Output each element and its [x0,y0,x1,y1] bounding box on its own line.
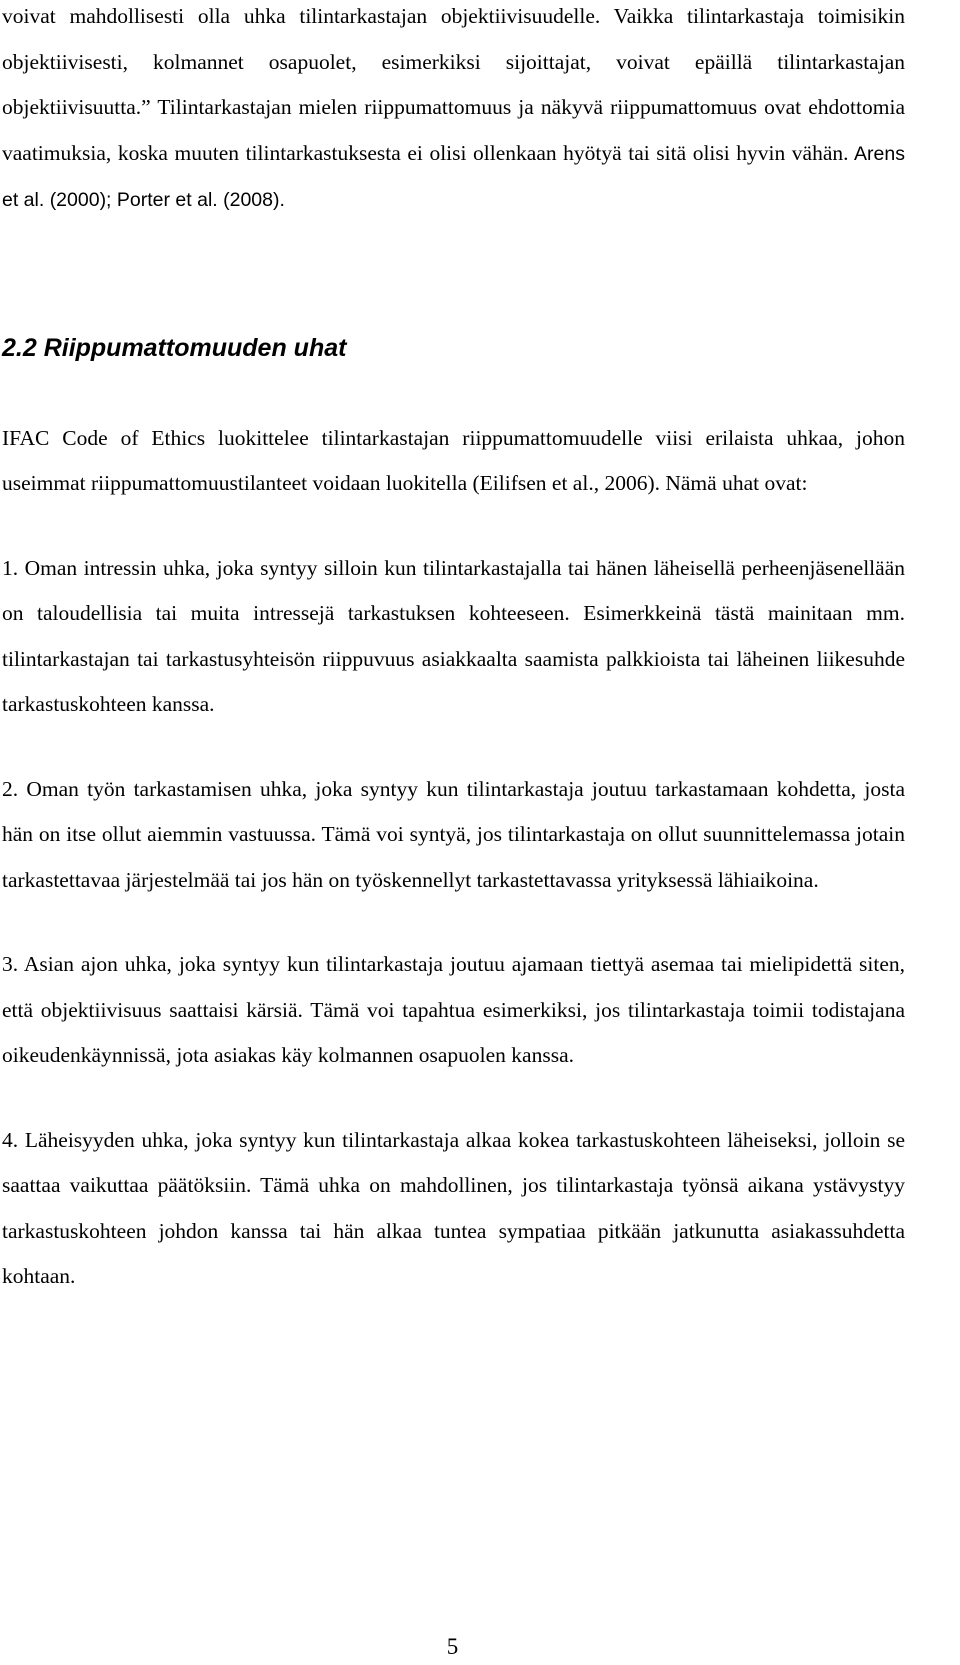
threat-item-3: 3. Asian ajon uhka, joka syntyy kun tilintarkastaja joutuu ajamaan tiettyä asemaa tai mielipidettä siten, että objektiivisuus saattaisi kärsiä. Tämä voi tapahtua esimerkiksi, jos tilintarkastaja toimii todistajana oikeudenkäynnissä, jota asiakas käy kolmannen osapuolen kanssa. [2,952,905,1067]
intro-citation: Arens et al. (2000); Porter et al. (2008). [2,142,905,211]
intro-paragraph [2,0,905,224]
threat-item-1: 1. Oman intressin uhka, joka syntyy silloin kun tilintarkastajalla tai hänen läheisellä perheenjäsenellään on taloudellisia tai muita intressejä tarkastuksen kohteeseen. Esimerkkeinä tästä mainitaan mm. tilintarkastajan tai tarkastusyhteisön riippuvuus asiakkaalta saamista palkkioista tai läheinen liikesuhde tarkastuskohteen kanssa. [2,555,905,716]
threat-item-4: 4. Läheisyyden uhka, joka syntyy kun tilintarkastaja alkaa kokea tarkastuskohteen läheiseksi, jolloin se saattaa vaikuttaa päätöksiin. Tämä uhka on mahdollinen, jos tilintarkastaja työnsä aikana ystävystyy tarkastuskohteen johdon kanssa tai hän alkaa tuntea sympatiaa pitkään jatkunutta asiakassuhdetta kohtaan. [2,1127,905,1288]
intro-text: voivat mahdollisesti olla uhka tilintarkastajan objektiivisuudelle. Vaikka tilintarkastaja toimisikin objektiivisesti, kolmannet osapuolet, esimerkiksi sijoittajat, voivat epäillä tilintarkastajan objektiivisuutta.” Tilintarkastajan mielen riippumattomuus ja näkyvä riippumattomuus ovat ehdottomia vaatimuksia, koska muuten tilintarkastuksesta ei olisi ollenkaan hyötyä tai sitä olisi hyvin vähän. [2,4,905,165]
section-heading: 2.2 Riippumattomuuden uhat [2,333,347,362]
page-content [2,0,905,1300]
section-intro-paragraph: IFAC Code of Ethics luokittelee tilintarkastajan riippumattomuudelle viisi erilaista uhkaa, johon useimmat riippumattomuustilanteet voidaan luokitella (Eilifsen et al., 2006). Nämä uhat ovat: [2,425,905,495]
threat-item-2: 2. Oman työn tarkastamisen uhka, joka syntyy kun tilintarkastaja joutuu tarkastamaan kohdetta, josta hän on itse ollut aiemmin vastuussa. Tämä voi syntyä, jos tilintarkastaja on ollut suunnittelemassa jotain tarkastettavaa järjestelmää tai jos hän on työskennellyt tarkastettavassa yrityksessä lähiaikoina. [2,776,905,892]
page-number: 5 [446,1634,459,1659]
